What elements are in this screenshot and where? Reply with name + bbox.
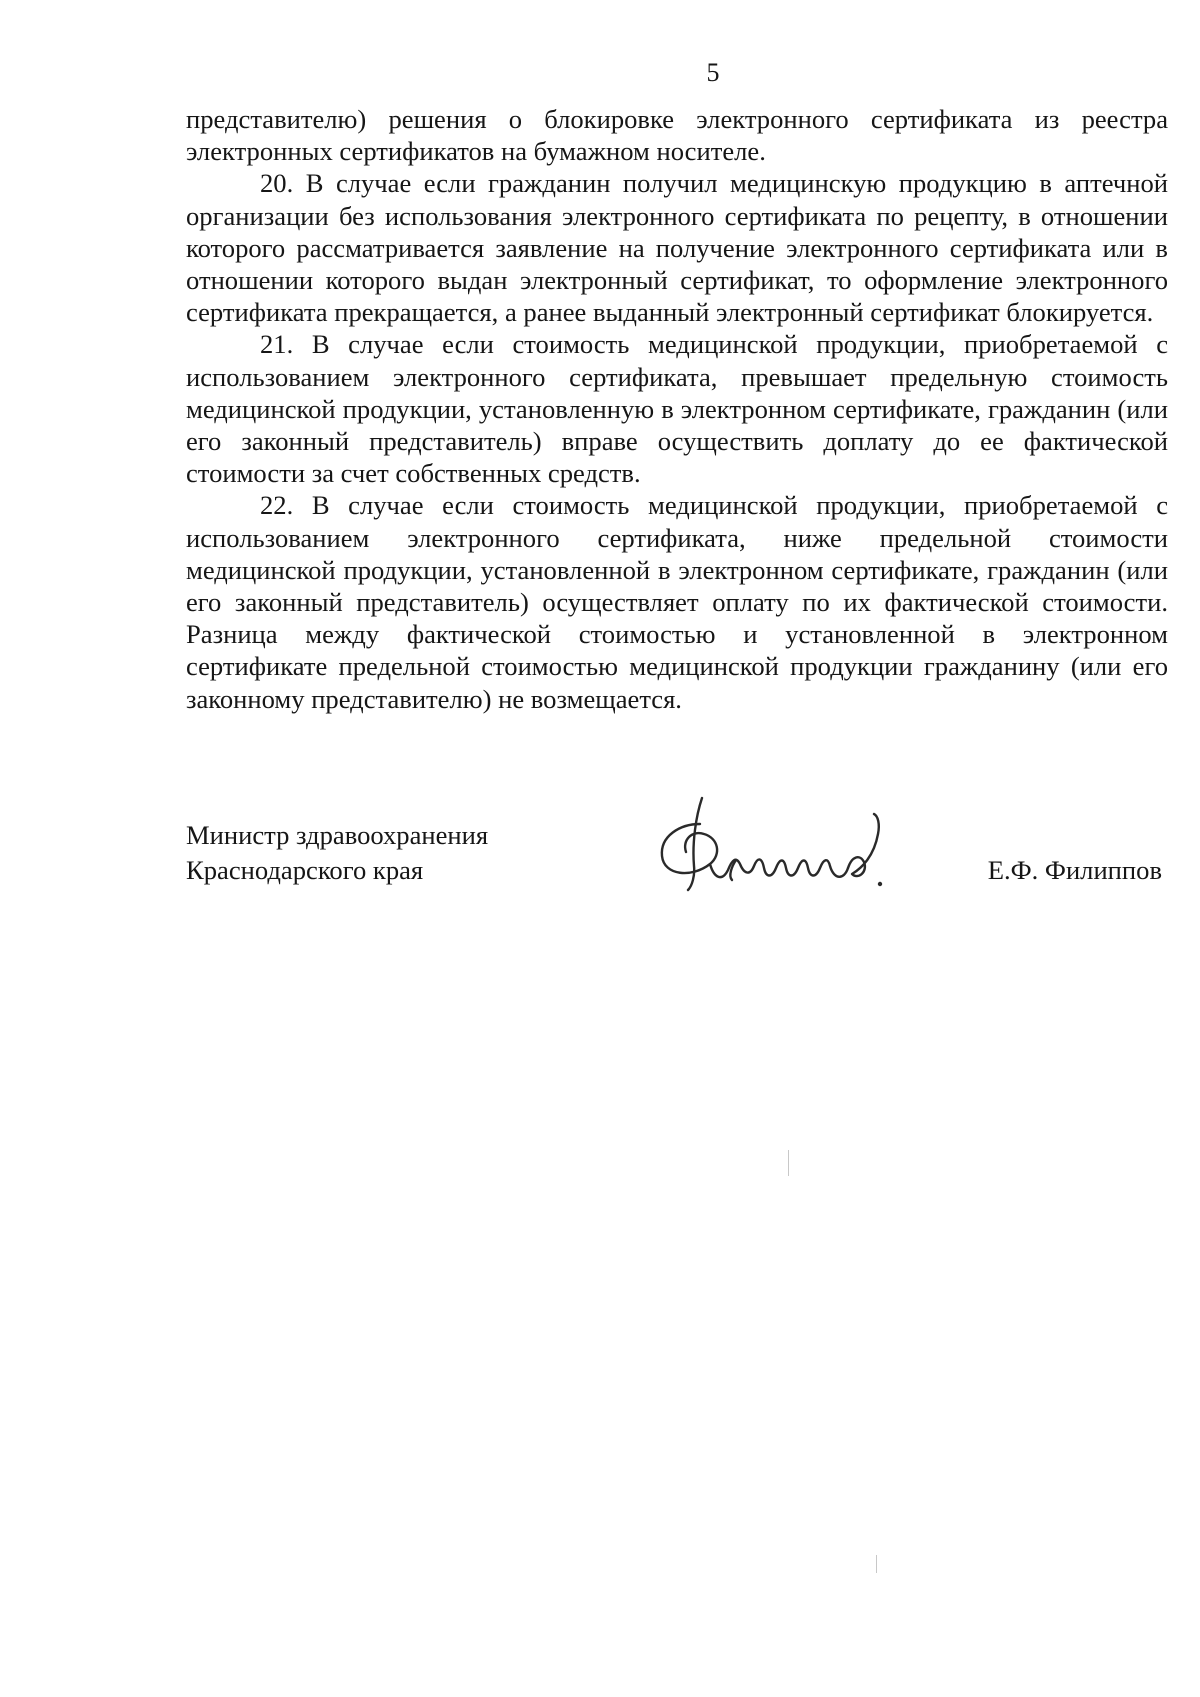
document-body (186, 103, 1168, 715)
scan-artifact (876, 1555, 877, 1573)
signer-position-line-1: Министр здравоохранения (186, 820, 489, 850)
scan-artifact (788, 1150, 789, 1176)
paragraph-22: 22. В случае если стоимость медицинской продукции, приобретаемой с использованием электронного сертификата, ниже предельной стоимости медицинской продукции, установленной в электронном сертификате, гражданин (или его законный представитель) осуществляет оплату по их фактической стоимости. Разница между фактической стоимостью и установленной в электронном сертификате предельной стоимостью медицинской продукции гражданину (или его законному представителю) не возмещается. (186, 490, 1168, 714)
signer-position (186, 818, 606, 888)
signer-name: Е.Ф. Филиппов (987, 855, 1162, 885)
handwritten-signature-icon (652, 794, 912, 914)
page-number: 5 (706, 58, 720, 87)
signer-position-line-2: Краснодарского края (186, 855, 424, 885)
paragraph-continuation: представителю) решения о блокировке электронного сертификата из реестра электронных сертификатов на бумажном носителе. (186, 104, 1168, 167)
signature-block (186, 818, 1168, 918)
paragraph-21: 21. В случае если стоимость медицинской продукции, приобретаемой с использованием электронного сертификата, превышает предельную стоимость медицинской продукции, установленную в электронном сертификате, гражданин (или его законный представитель) вправе осуществить доплату до ее фактической стоимости за счет собственных средств. (186, 329, 1168, 489)
paragraph-20: 20. В случае если гражданин получил медицинскую продукцию в аптечной организации без использования электронного сертификата по рецепту, в отношении которого рассматривается заявление на получение электронного сертификата или в отношении которого выдан электронный сертификат, то оформление электронного сертификата прекращается, а ранее выданный электронный сертификат блокируется. (186, 168, 1168, 328)
